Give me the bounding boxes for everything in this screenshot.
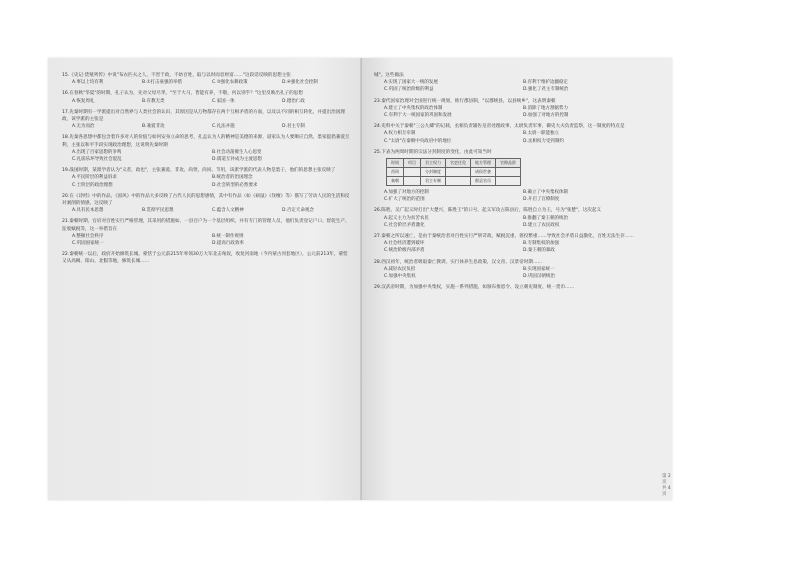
answer-option: C.礼法并施 <box>212 124 235 130</box>
question-stem: 17.先秦时期有一学派提出对自然界与人类社会的认识，其原因是从万物都存在两个互相矛盾的方面，以及以不同的相互转化，并提出治国理政，该学派的主张是 <box>62 109 345 123</box>
answer-option: B.确立了中央集权体制 <box>523 190 569 196</box>
question <box>62 134 352 163</box>
answer-option: D.巩固汉朝统治 <box>523 274 555 280</box>
answer-option: B.实现国家统一 <box>523 266 555 272</box>
answer-option: A.减轻农民负担 <box>384 266 416 272</box>
answer-option: D.建立了农民政权 <box>523 222 560 228</box>
answer-option: C.③强化农耕政策 <box>212 80 248 86</box>
answer-option: B.①打击豪强的举措 <box>142 80 183 86</box>
answer-option: A.平民阶层的利益诉求 <box>72 175 117 181</box>
table-row <box>387 168 521 177</box>
answer-option: D.君主专制 <box>282 124 305 130</box>
answer-option: C."太尉"在秦朝中央政府中的地位 <box>384 138 452 144</box>
table-cell: 官吏任免 <box>446 159 471 168</box>
table-row <box>387 159 521 168</box>
answer-option: D.秦王朝的暴政 <box>523 248 555 254</box>
answer-option: B.太尉一职能独立 <box>523 131 560 137</box>
answer-options <box>62 233 352 247</box>
answer-options <box>374 240 662 254</box>
answer-option: C.加强中央集权 <box>384 274 416 280</box>
answer-option: A.权力相互牵制 <box>384 131 416 137</box>
question-stem: 19.战国时期，某派学者认为"义者，政也"，主张兼爱、非攻、尚贤、尚同、节用，该派学派的代表人物是墨子，他们的思想主张反映了 <box>62 168 336 174</box>
answer-option: D.儒道互补成为主流思想 <box>212 157 262 163</box>
answer-options <box>62 98 352 105</box>
question-stem: 16.在春秋"华夏"的时期，孔子认为，先对父母尽孝，"至于大马，皆能有养，不敬，何以别乎？"这里反映出孔子的思想 <box>62 91 303 97</box>
table-cell <box>446 168 471 177</box>
answer-option: B.专制集权的加强 <box>523 241 560 247</box>
answer-option: D.丞相权力受到制约 <box>523 138 564 144</box>
answer-option: C.统治阶级内部矛盾 <box>384 248 425 254</box>
question <box>62 72 352 86</box>
question <box>62 218 352 247</box>
answer-option: D.加强了对地方的控制 <box>523 113 569 119</box>
answer-option: A.具有民本思想 <box>72 208 104 214</box>
question <box>374 284 662 291</box>
question-stem: 21.秦朝时期，官府对百姓实行严格管理，其采用的措施如，一县百户为一个基层组织，并有专门的管理人员，他们负责登记户口、督促生产、征收赋税等，这一举措旨在 <box>62 219 350 232</box>
table-cell: 君主专制 <box>421 177 446 186</box>
answer-option: A.事以上均有利 <box>72 80 104 86</box>
question-stem: 23.秦代国家治理对全国进行统一规划，推行郡县制，"以郡统县，以县统乡"，这表明秦朝 <box>374 98 556 104</box>
question <box>374 72 662 94</box>
answer-option: A.起义主力为贫苦农民 <box>384 215 429 221</box>
question <box>374 123 662 145</box>
table-cell <box>496 177 521 186</box>
answer-option: A.社会经济遭到破坏 <box>384 241 425 247</box>
table-cell <box>496 168 521 177</box>
answer-option: B.有利于维护边疆稳定 <box>523 80 569 86</box>
table-cell: 时间 <box>387 159 404 168</box>
question <box>62 193 352 215</box>
answer-option: A.整顿社会秩序 <box>72 233 104 239</box>
answer-options <box>62 149 352 163</box>
answer-option: B.贯彻平民思想 <box>142 208 174 214</box>
question-stem: 18.先秦各思想中都包含着许多对人的价值与如何安身立命的思考，孔孟认为人的精神是美德的来源，道家认为人要顺应自然，墨家提倡兼爱互利，主张以和平手段实现政治理想，这说明先秦时期 <box>62 135 350 148</box>
answer-option: B.社会动荡催生人心思变 <box>212 149 262 155</box>
answer-options <box>374 215 662 229</box>
table-cell: 官僚品阶 <box>496 159 521 168</box>
right-question-column <box>374 72 662 295</box>
answer-options <box>374 266 662 280</box>
answer-option: A.恢复周礼 <box>72 98 95 104</box>
answer-option: A.建立了中央集权的政治体制 <box>384 105 443 111</box>
answer-option: C.士阶层的政治理想 <box>72 182 113 188</box>
question-stem: 28.西汉初年，统治者吸取秦亡教训，实行休养生息政策，汉文帝、汉景帝时期…… <box>374 259 543 265</box>
answer-option: C.蕴含人文精神 <box>212 208 244 214</box>
question-stem: 26.陈胜、吴广起义时打出"大楚兴，陈胜王"的口号，起义军攻占陈县后，陈胜自立为王，号为"张楚"，这次起义 <box>374 208 602 214</box>
answer-option: D.开启了官僚制度 <box>523 197 560 203</box>
answer-option: A.无为而治 <box>72 124 95 130</box>
table-cell: 郡县官员 <box>471 177 496 186</box>
answer-option: B.统治者的治国理念 <box>212 175 253 181</box>
table-cell <box>446 177 471 186</box>
question <box>374 98 662 120</box>
answer-option: D.否定天命观念 <box>282 208 314 214</box>
answer-option: A.实现了国家大一统的发展 <box>384 80 438 86</box>
left-question-column <box>62 72 352 270</box>
question <box>374 207 662 229</box>
answer-options <box>374 130 662 144</box>
answer-option: A.出现了百家思想的争鸣 <box>72 149 122 155</box>
question-table <box>386 158 521 186</box>
answer-option: A.加强了对地方的控制 <box>384 190 429 196</box>
table-cell: 分封制度 <box>421 168 446 177</box>
answer-option: D.强化了君主专制统治 <box>523 87 569 93</box>
answer-option: C.社会阶层矛盾激化 <box>384 222 425 228</box>
table-cell: 秦朝 <box>387 177 404 186</box>
answer-option: D.德治仁政 <box>282 98 305 104</box>
left-page <box>48 58 362 500</box>
answer-option: D.④强化社会控制 <box>282 80 318 86</box>
answer-option: C.礼崩乐坏导致社会混乱 <box>72 157 122 163</box>
question <box>374 233 662 255</box>
answer-options <box>62 207 352 214</box>
question <box>62 167 352 189</box>
question <box>374 149 662 204</box>
table-row <box>387 177 521 186</box>
answer-option: C.巩固了统治阶级的利益 <box>384 87 434 93</box>
question-stem: 27.秦朝之所以速亡，是由于秦统治者对百姓实行严刑苛政，赋税沉重，徭役繁重……导致社会矛盾日益激化，百姓无法生存…… <box>374 234 634 240</box>
question <box>62 90 352 104</box>
question-stem: 15.《史记·货殖列传》中说"布衣匹夫之人，不害于政，不妨百姓，取与以时而息财富……"这段话反映的思想主张 <box>62 73 291 78</box>
question-stem: 29.汉武帝时期，为加强中央集权，实施一系列措施，如颁布推恩令、设立刺史制度、统一货币…… <box>374 285 575 291</box>
answer-option: B.有教无类 <box>142 98 165 104</box>
question-stem: 城"。这些做法 <box>374 73 404 78</box>
right-page <box>362 58 672 500</box>
page-footer: 第 2 页 共 4 页 <box>662 474 671 497</box>
question <box>62 251 352 265</box>
answer-options <box>62 123 352 130</box>
table-cell: 西周 <box>387 168 404 177</box>
question <box>374 259 662 281</box>
question <box>62 109 352 131</box>
question-stem: 25.下表为两周时期的宗法分封制度的变化，由此可知当时 <box>374 149 492 155</box>
answer-option: C.有利于大一统国家的巩固和发展 <box>384 113 452 119</box>
answer-option: D.提高行政效率 <box>212 241 244 247</box>
answer-option: C.巩固国家统一 <box>72 241 104 247</box>
table-cell <box>404 168 421 177</box>
table-cell <box>404 177 421 186</box>
table-cell: 君主权力 <box>421 159 446 168</box>
answer-option: B.兼爱非攻 <box>142 124 165 130</box>
question-stem: 24.史料中关于秦朝"三公九卿"的记载，丞相负责辅佐皇帝处理政事，太尉负责军事，御史大夫负责监察，这一制度的特点是 <box>374 124 625 130</box>
answer-option: D.社会转型的必然要求 <box>212 182 258 188</box>
answer-options <box>374 105 662 119</box>
answer-option: B.统一制作规则 <box>212 233 244 239</box>
answer-option: B.推翻了秦王朝的统治 <box>523 215 569 221</box>
answer-options <box>374 189 662 203</box>
answer-options <box>62 79 352 86</box>
table-cell: 地方管理 <box>471 159 496 168</box>
answer-option: B.消除了地方割据势力 <box>523 105 569 111</box>
answer-options <box>62 174 352 188</box>
answer-option: C.家国一体 <box>212 98 235 104</box>
question-stem: 20.在《诗经》中的作品，《国风》中的作品大多反映了古代人民的思想感情，其中有作品（如《硕鼠》《伐檀》等）描写了劳动人民的生活和反对剥削的情感，这反映了 <box>62 193 350 207</box>
table-cell: 项目 <box>404 159 421 168</box>
table-cell: 诸侯世袭 <box>471 168 496 177</box>
exam-sheet <box>48 58 672 500</box>
question-stem: 22.秦朝统一以后，政府开始修筑长城，蒙恬于公元前215年率领30万大军北击匈奴，收复河南地（今内蒙古河套地区），公元前213年，蒙恬又从高阙、阳山、北假等地，修筑长城…… <box>62 252 348 265</box>
answer-option: C.扩大了统治的范围 <box>384 197 425 203</box>
answer-options <box>374 79 662 93</box>
